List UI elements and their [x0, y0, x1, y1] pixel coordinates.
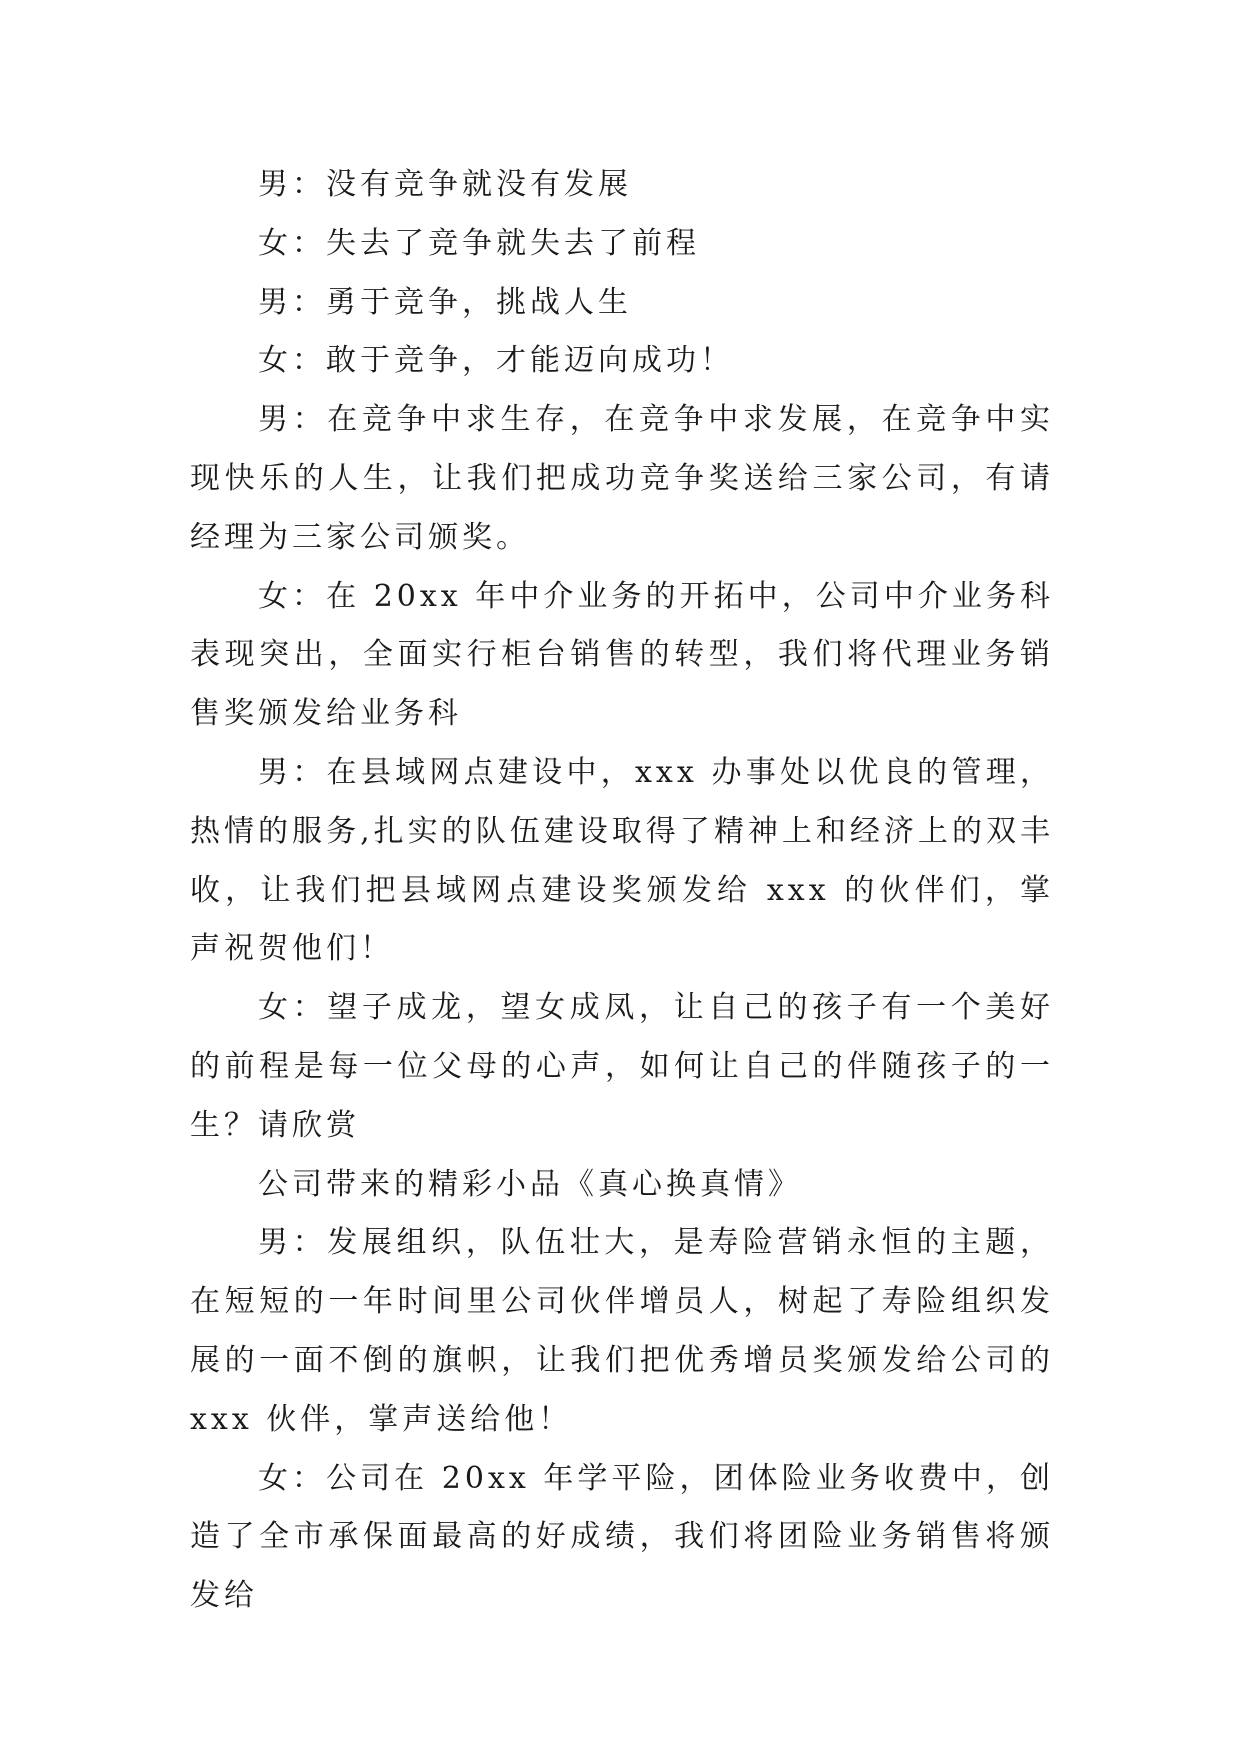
paragraph: 女：公司在 20xx 年学平险，团体险业务收费中，创造了全市承保面最高的好成绩，我们将团险业务销售将颁发给	[190, 1460, 1054, 1614]
paragraph: 公司带来的精彩小品《真心换真情》	[258, 1166, 802, 1202]
paragraph: 男：发展组织，队伍壮大，是寿险营销永恒的主题，在短短的一年时间里公司伙伴增员人，树起了寿险组织发展的一面不倒的旗帜，让我们把优秀增员奖颁发给公司的 xxx 伙伴，掌声送给他！	[190, 1225, 1054, 1437]
paragraph: 女：在 20xx 年中介业务的开拓中，公司中介业务科表现突出，全面实行柜台销售的转型，我们将代理业务销售奖颁发给业务科	[190, 578, 1054, 732]
paragraph: 男：勇于竞争，挑战人生	[258, 284, 632, 320]
paragraph: 男：在竞争中求生存，在竞争中求发展，在竞争中实现快乐的人生，让我们把成功竞争奖送给三家公司，有请经理为三家公司颁奖。	[190, 402, 1054, 555]
paragraph: 女：敢于竞争，才能迈向成功！	[258, 343, 734, 379]
document-body	[190, 156, 1054, 1626]
paragraph: 男：没有竞争就没有发展	[258, 167, 632, 202]
paragraph: 女：失去了竞争就失去了前程	[258, 225, 700, 261]
paragraph: 女：望子成龙，望女成凤，让自己的孩子有一个美好的前程是每一位父母的心声，如何让自己的伴随孩子的一生？请欣赏	[190, 990, 1054, 1143]
paragraph: 男：在县域网点建设中，xxx 办事处以优良的管理，热情的服务,扎实的队伍建设取得了精神上和经济上的双丰收，让我们把县域网点建设奖颁发给 xxx 的伙伴们，掌声祝贺他们！	[190, 754, 1054, 967]
